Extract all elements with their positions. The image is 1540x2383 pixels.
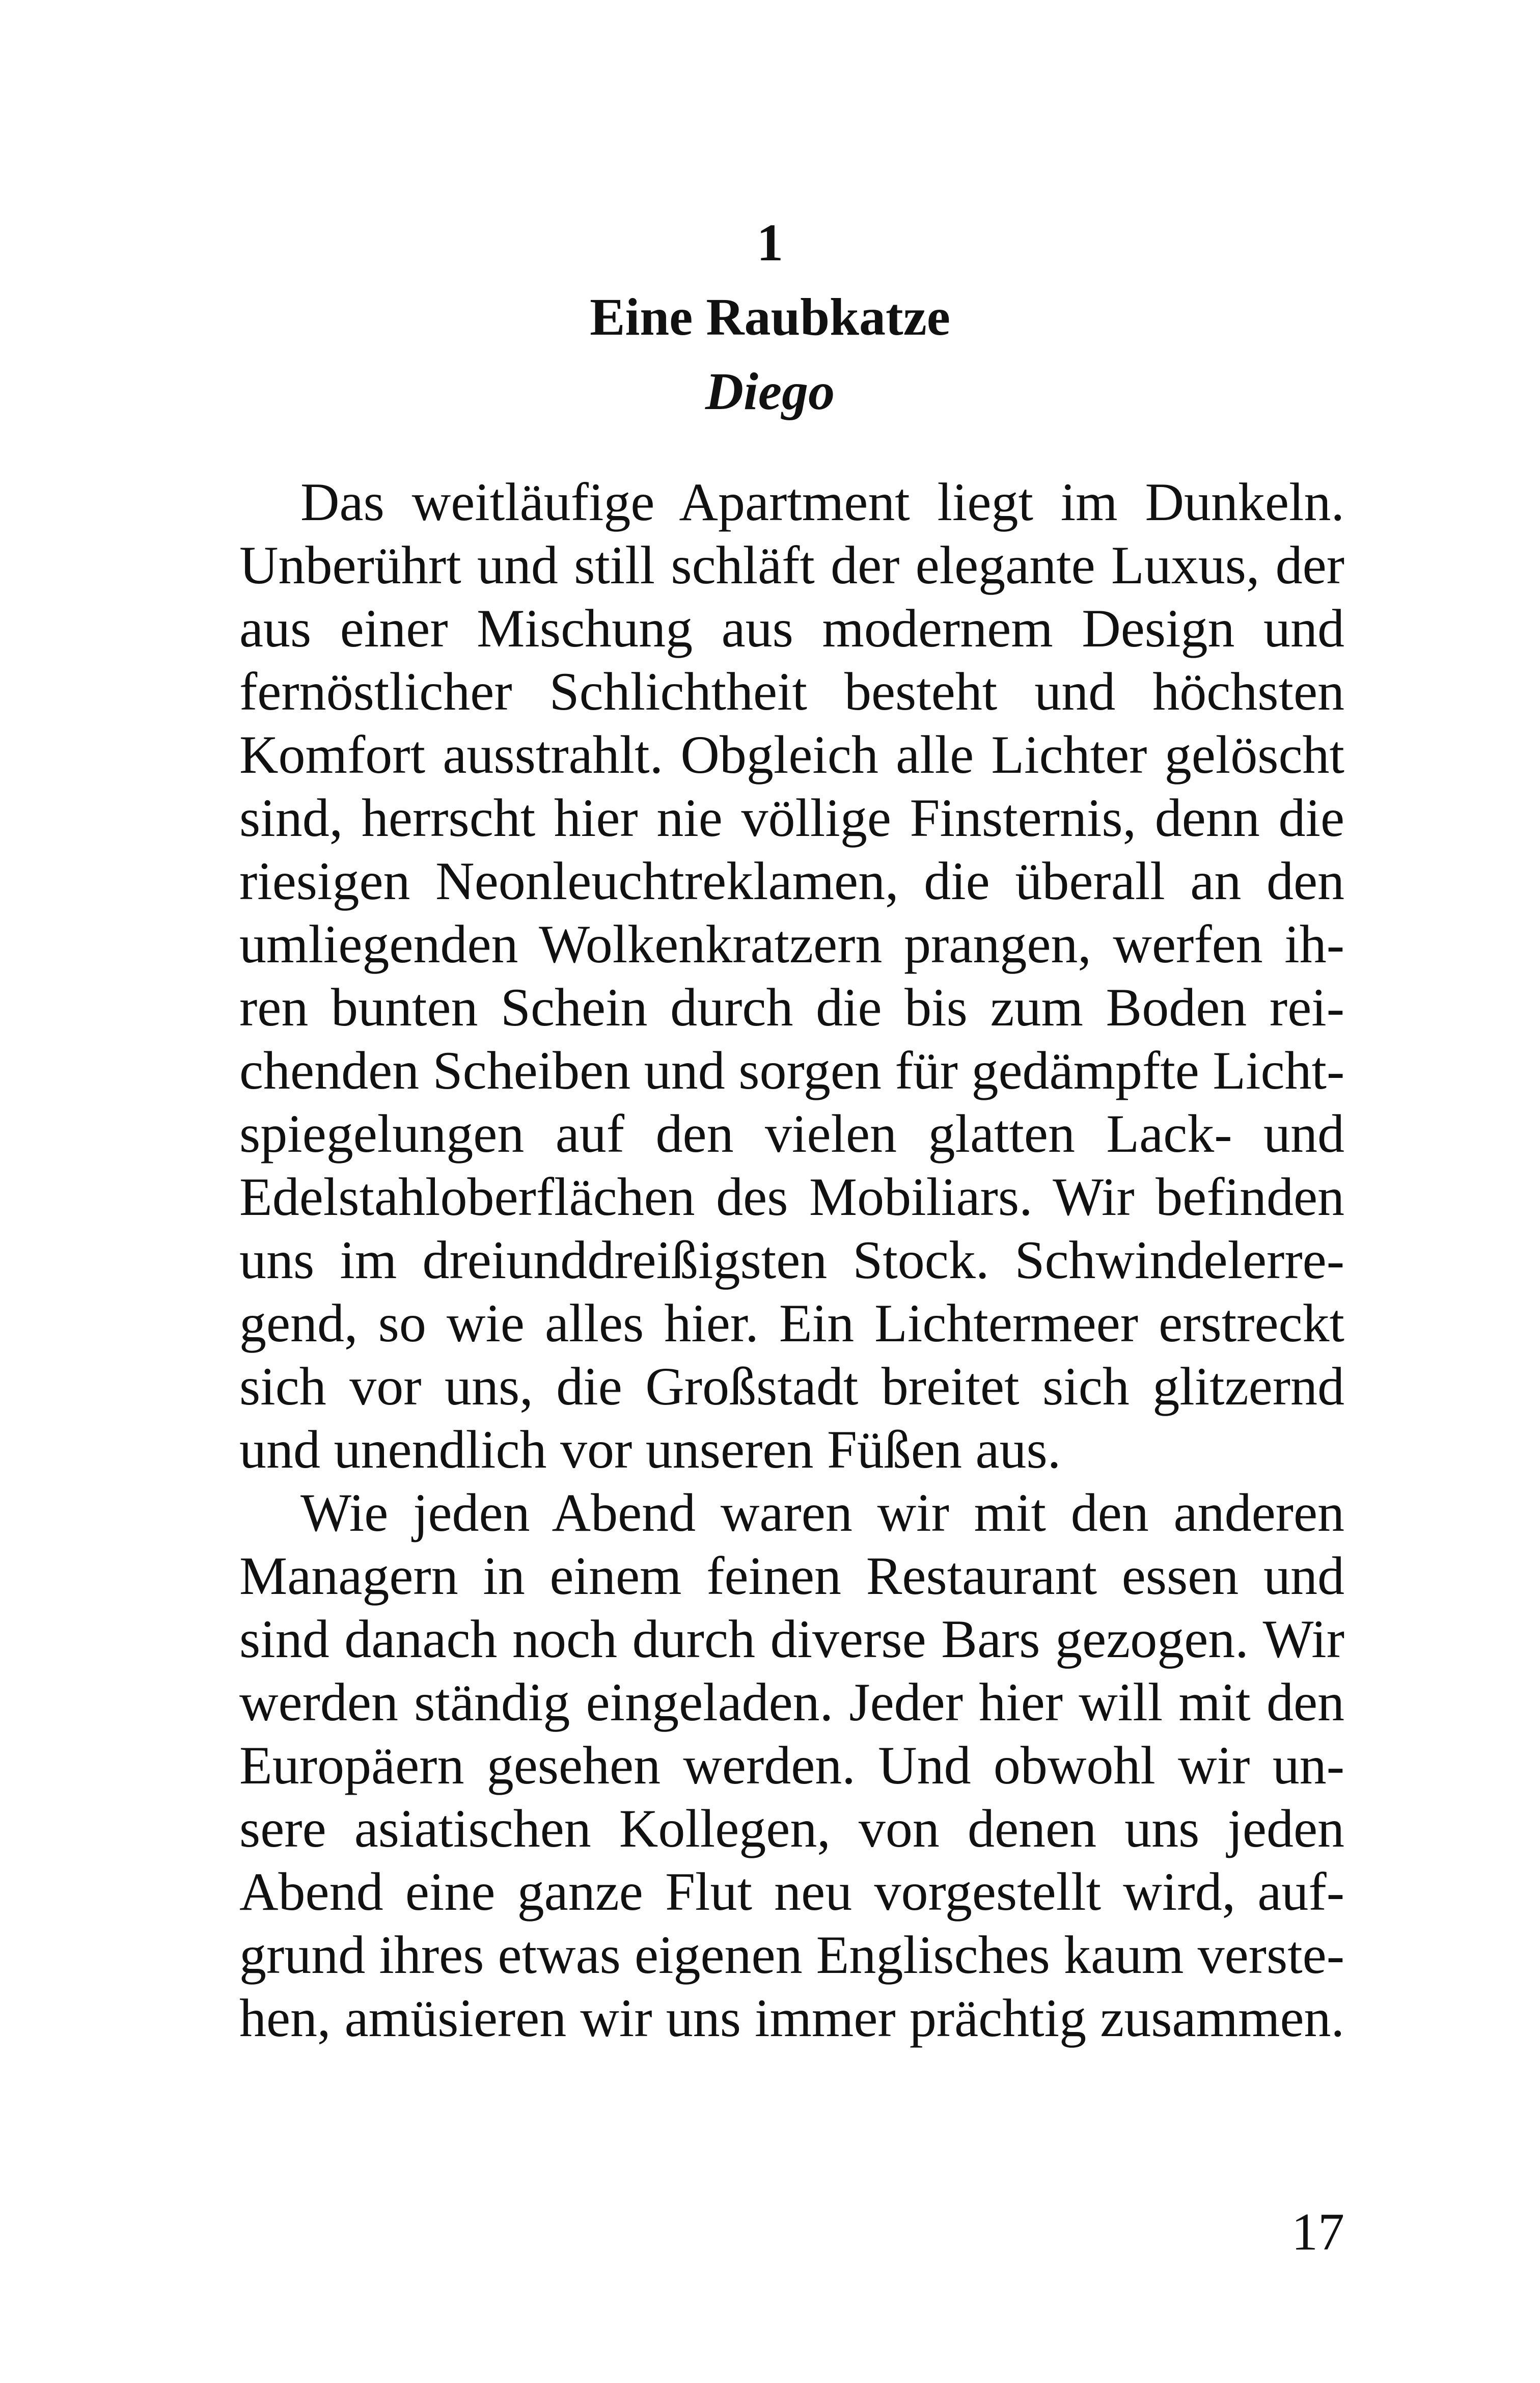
text-line: ren bunten Schein durch die bis zum Boden rei- [239,978,1344,1037]
paragraph-2 [239,1481,1344,2050]
text-line: sich vor uns, die Großstadt breitet sich glitzernd [239,1357,1344,1416]
text-line: sind, herrscht hier nie völlige Finsternis, denn die [239,788,1344,848]
text-line: spiegelungen auf den vielen glatten Lack- und [239,1104,1344,1163]
text-line: Abend eine ganze Flut neu vorgestellt wird, auf- [239,1862,1344,1921]
text-line: fernöstlicher Schlichtheit besteht und höchsten [239,662,1344,721]
text-line: und unendlich vor unseren Füßen aus. [239,1420,1061,1479]
paragraph-1 [239,471,1344,1481]
text-line: umliegenden Wolkenkratzern prangen, werfen ih- [239,914,1344,974]
text-line: Europäern gesehen werden. Und obwohl wir un- [239,1736,1344,1795]
text-line: werden ständig eingeladen. Jeder hier will mit den [239,1672,1344,1732]
chapter-number: 1 [757,213,783,272]
text-line: sind danach noch durch diverse Bars gezogen. Wir [239,1609,1344,1669]
text-line: grund ihres etwas eigenen Englisches kaum verste- [239,1925,1344,1985]
body-text [239,471,1344,2050]
text-line: aus einer Mischung aus modernem Design und [239,599,1344,658]
text-line: Unberührt und still schläft der elegante Luxus, der [239,535,1344,595]
chapter-title: Eine Raubkatze [590,288,950,346]
text-line: sere asiatischen Kollegen, von denen uns jeden [239,1799,1344,1858]
text-line: uns im dreiunddreißigsten Stock. Schwindelerre- [239,1230,1344,1290]
text-line: Edelstahloberflächen des Mobiliars. Wir befinden [239,1167,1344,1227]
text-line: Wie jeden Abend waren wir mit den anderen [300,1483,1344,1542]
text-line: gend, so wie alles hier. Ein Lichtermeer erstreckt [239,1293,1344,1353]
text-line: Komfort ausstrahlt. Obgleich alle Lichter gelöscht [239,725,1344,784]
page-number: 17 [1291,2203,1344,2261]
text-line: chenden Scheiben und sorgen für gedämpfte Licht- [239,1041,1345,1100]
text-line: Das weitläufige Apartment liegt im Dunkeln. [300,472,1344,532]
chapter-narrator: Diego [705,362,835,421]
text-line: hen, amüsieren wir uns immer prächtig zusammen. [239,1988,1344,2048]
text-line: riesigen Neonleuchtreklamen, die überall an den [239,851,1344,911]
text-line: Managern in einem feinen Restaurant essen und [239,1546,1344,1606]
